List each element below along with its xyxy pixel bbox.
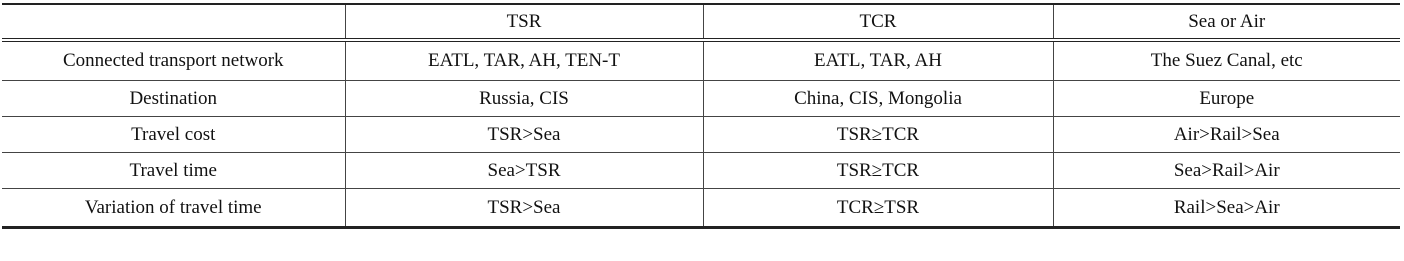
header-cell-tsr: TSR [345, 4, 703, 40]
table-cell: TSR>Sea [345, 117, 703, 153]
table-cell: TSR≥TCR [703, 117, 1053, 153]
row-label: Variation of travel time [2, 189, 345, 228]
table-row [2, 117, 1400, 153]
table-body [2, 40, 1400, 228]
table-cell: China, CIS, Mongolia [703, 81, 1053, 117]
header-cell-empty [2, 4, 345, 40]
header-row [2, 4, 1400, 40]
table-row [2, 81, 1400, 117]
table-cell: TCR≥TSR [703, 189, 1053, 228]
table-cell: TSR>Sea [345, 189, 703, 228]
table-cell: Air>Rail>Sea [1053, 117, 1400, 153]
table-cell: Russia, CIS [345, 81, 703, 117]
table-header [2, 4, 1400, 40]
comparison-table [2, 3, 1400, 229]
table-cell: EATL, TAR, AH, TEN-T [345, 40, 703, 81]
row-label: Destination [2, 81, 345, 117]
row-label: Travel cost [2, 117, 345, 153]
table-cell: Sea>Rail>Air [1053, 153, 1400, 189]
table-cell: Sea>TSR [345, 153, 703, 189]
table-cell: Europe [1053, 81, 1400, 117]
table-row [2, 153, 1400, 189]
table-cell: The Suez Canal, etc [1053, 40, 1400, 81]
header-cell-sea-or-air: Sea or Air [1053, 4, 1400, 40]
table-cell: TSR≥TCR [703, 153, 1053, 189]
table-cell: EATL, TAR, AH [703, 40, 1053, 81]
row-label: Connected transport network [2, 40, 345, 81]
header-cell-tcr: TCR [703, 4, 1053, 40]
row-label: Travel time [2, 153, 345, 189]
table-row [2, 189, 1400, 228]
table-row [2, 40, 1400, 81]
table-cell: Rail>Sea>Air [1053, 189, 1400, 228]
